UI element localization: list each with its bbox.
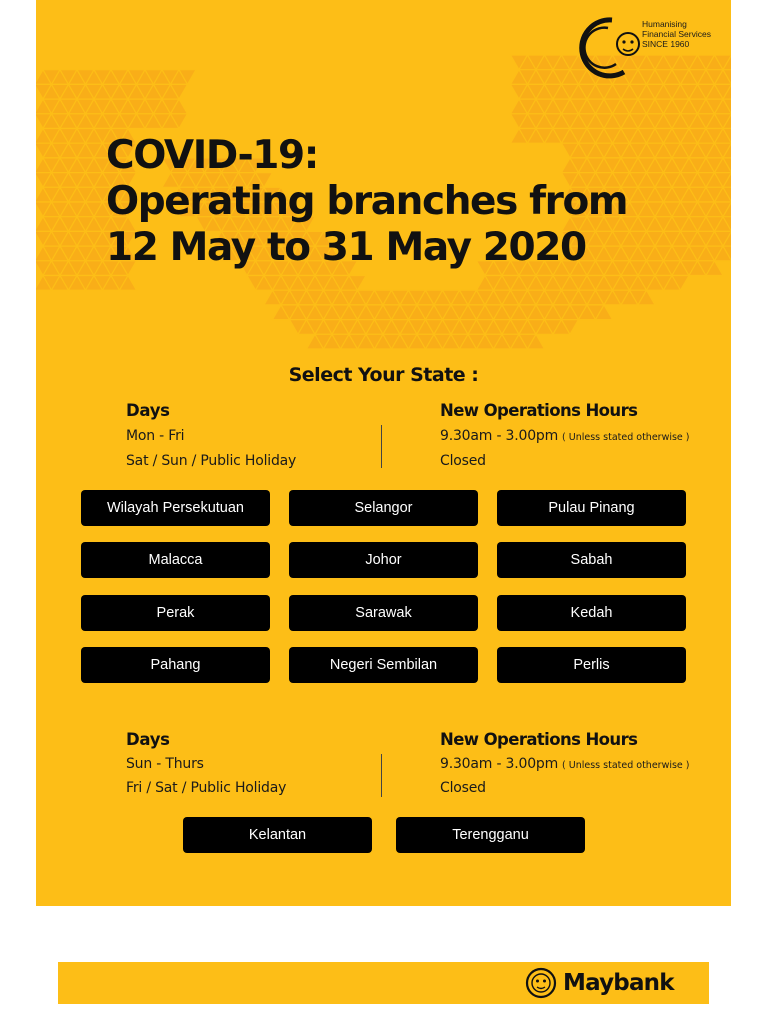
weekday-hours-value: 9.30am - 3.00pm xyxy=(440,756,559,772)
tagline xyxy=(642,19,711,49)
title-line-3: 12 May to 31 May 2020 xyxy=(106,225,586,270)
tagline-line: Financial Services xyxy=(642,29,711,39)
tiger-head-icon xyxy=(525,967,557,999)
hours-note: ( Unless stated otherwise ) xyxy=(562,760,690,771)
title-line-2: Operating branches from xyxy=(106,179,628,224)
column-divider xyxy=(381,754,382,797)
state-button-pulau-pinang[interactable]: Pulau Pinang xyxy=(497,490,686,526)
weekday-hours xyxy=(440,428,690,444)
weekend-days: Sat / Sun / Public Holiday xyxy=(126,453,297,469)
days-heading: Days xyxy=(126,401,170,420)
state-button-pahang[interactable]: Pahang xyxy=(81,647,270,683)
select-state-label: Select Your State : xyxy=(288,364,479,386)
footer-bar xyxy=(58,962,709,1004)
state-button-perlis[interactable]: Perlis xyxy=(497,647,686,683)
tagline-line: Humanising xyxy=(642,19,687,29)
state-button-wilayah-persekutuan[interactable]: Wilayah Persekutuan xyxy=(81,490,270,526)
state-button-malacca[interactable]: Malacca xyxy=(81,542,270,578)
hours-heading: New Operations Hours xyxy=(440,730,638,749)
hours-note: ( Unless stated otherwise ) xyxy=(562,432,690,443)
weekend-days: Fri / Sat / Public Holiday xyxy=(126,780,287,796)
weekday-days: Mon - Fri xyxy=(126,428,185,444)
tagline-line: SINCE 1960 xyxy=(642,39,690,49)
weekend-hours: Closed xyxy=(440,453,486,469)
state-button-kelantan[interactable]: Kelantan xyxy=(183,817,372,853)
weekday-days: Sun - Thurs xyxy=(126,756,204,772)
state-button-johor[interactable]: Johor xyxy=(289,542,478,578)
state-button-selangor[interactable]: Selangor xyxy=(289,490,478,526)
state-button-kedah[interactable]: Kedah xyxy=(497,595,686,631)
hours-heading: New Operations Hours xyxy=(440,401,638,420)
page-title xyxy=(106,133,627,271)
weekend-hours: Closed xyxy=(440,780,486,796)
operating-hours-block-1 xyxy=(126,401,690,471)
brand-name: Maybank xyxy=(563,970,674,996)
state-button-sarawak[interactable]: Sarawak xyxy=(289,595,478,631)
state-button-terengganu[interactable]: Terengganu xyxy=(396,817,585,853)
operating-hours-block-2 xyxy=(126,730,690,800)
poster xyxy=(36,0,731,906)
state-button-sabah[interactable]: Sabah xyxy=(497,542,686,578)
maybank-logo xyxy=(525,967,695,999)
column-divider xyxy=(381,425,382,468)
state-button-negeri-sembilan[interactable]: Negeri Sembilan xyxy=(289,647,478,683)
state-button-perak[interactable]: Perak xyxy=(81,595,270,631)
title-line-1: COVID-19: xyxy=(106,133,318,178)
days-heading: Days xyxy=(126,730,170,749)
weekday-hours-value: 9.30am - 3.00pm xyxy=(440,428,559,444)
weekday-hours xyxy=(440,756,690,772)
